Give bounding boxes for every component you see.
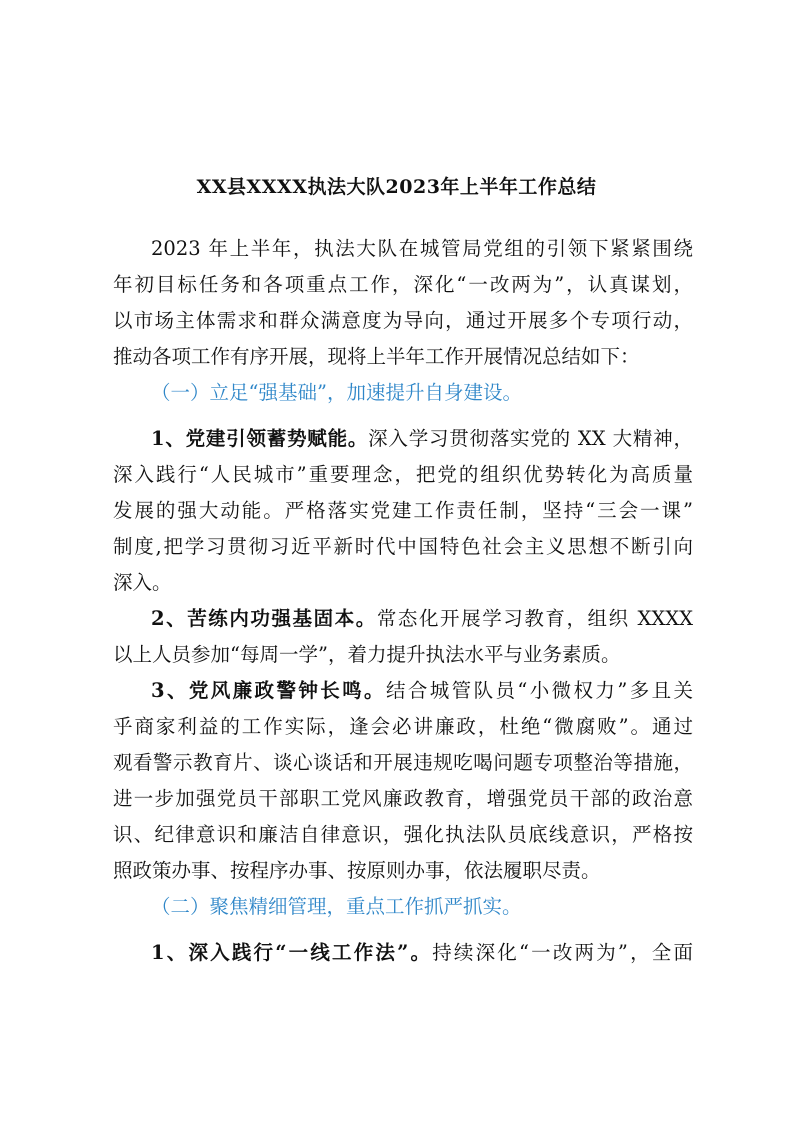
item-text: 深入学习贯彻落实党的 XX 大精神，: [368, 427, 693, 450]
paragraph-line: 发展的强大动能。严格落实党建工作责任制，坚持“三会一课”: [113, 499, 693, 522]
item-title: 1、党建引领蓄势赋能。: [151, 427, 369, 450]
item-text: 持续深化“一改两为”，全面: [432, 941, 693, 964]
paragraph-line: 识、纪律意识和廉洁自律意识，强化执法队员底线意识，严格按: [113, 823, 693, 846]
section-heading-2: （二）聚焦精细管理，重点工作抓严抓实。: [151, 895, 522, 918]
paragraph-line: [151, 427, 693, 451]
document-title: XX县XXXX执法大队2023年上半年工作总结: [196, 176, 597, 198]
paragraph-line: 推动各项工作有序开展，现将上半年工作开展情况总结如下：: [113, 345, 640, 368]
paragraph-line: 照政策办事、按程序办事、按原则办事，依法履职尽责。: [113, 859, 601, 882]
item-text: 常态化开展学习教育，组织 XXXX: [376, 607, 693, 630]
paragraph-line: 以上人员参加“每周一学”，着力提升执法水平与业务素质。: [113, 643, 621, 666]
paragraph-line: [151, 941, 693, 965]
section-heading-1: （一）立足“强基础”，加速提升自身建设。: [151, 381, 522, 404]
paragraph-line: [151, 607, 693, 631]
paragraph-line: 观看警示教育片、谈心谈话和开展违规吃喝问题专项整治等措施，: [113, 751, 693, 774]
item-title: 1、深入践行“一线工作法”。: [151, 941, 433, 964]
paragraph-line: 进一步加强党员干部职工党风廉政教育，增强党员干部的政治意: [113, 787, 693, 810]
paragraph-line: 2023 年上半年，执法大队在城管局党组的引领下紧紧围绕: [151, 237, 693, 260]
paragraph-line: 年初目标任务和各项重点工作，深化“一改两为”，认真谋划，: [113, 273, 693, 296]
paragraph-line: 乎商家利益的工作实际，逢会必讲廉政，杜绝“微腐败”。通过: [113, 715, 693, 738]
item-text: 结合城管队员“小微权力”多且关: [385, 679, 693, 702]
paragraph-line: 以市场主体需求和群众满意度为导向，通过开展多个专项行动，: [113, 309, 693, 332]
paragraph-line: 深入践行“人民城市”重要理念，把党的组织优势转化为高质量: [113, 463, 693, 486]
paragraph-line: 深入。: [113, 571, 172, 594]
paragraph-line: [151, 679, 693, 703]
item-title: 3、党风廉政警钟长鸣。: [151, 679, 386, 702]
item-title: 2、苦练内功强基固本。: [151, 607, 377, 630]
paragraph-line: 制度,把学习贯彻习近平新时代中国特色社会主义思想不断引向: [113, 535, 693, 558]
